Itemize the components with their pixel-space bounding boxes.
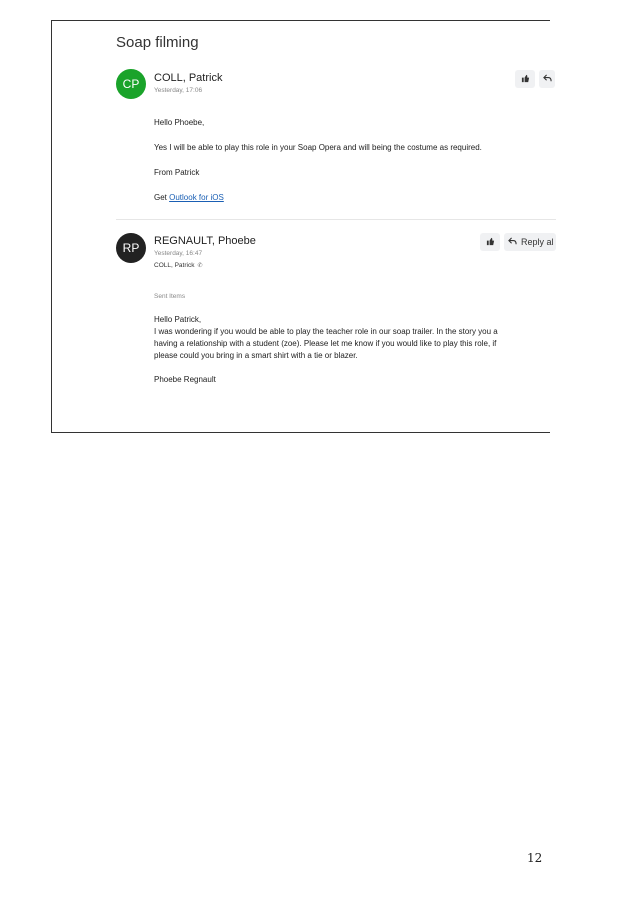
message-body-line: I was wondering if you would be able to play the teacher role in our soap trailer. In the story you a (154, 327, 498, 336)
sender-name[interactable]: COLL, Patrick (154, 72, 223, 84)
avatar[interactable]: CP (116, 69, 146, 99)
page-number: 12 (527, 851, 543, 865)
recipient-line[interactable] (154, 262, 203, 269)
email-subject: Soap filming (116, 34, 199, 51)
message-time: Yesterday, 16:47 (154, 250, 203, 257)
message-signoff: From Patrick (154, 168, 200, 177)
recipient-name: COLL, Patrick (154, 262, 195, 269)
message-divider (116, 219, 556, 220)
message-body-line: having a relationship with a student (zoe). Please let me know if you would like to play this role, if (154, 339, 497, 348)
reply-all-button[interactable] (504, 233, 556, 251)
sender-name[interactable]: REGNAULT, Phoebe (154, 235, 256, 247)
message-greeting: Hello Patrick, (154, 315, 202, 324)
message-greeting: Hello Phoebe, (154, 118, 205, 127)
message-time: Yesterday, 17:06 (154, 87, 203, 94)
person-icon: ✆ (197, 263, 203, 269)
avatar[interactable]: RP (116, 233, 146, 263)
reply-icon (508, 237, 517, 248)
reply-all-label: Reply al (521, 237, 554, 247)
outlook-promo (154, 193, 224, 202)
message-body: Yes I will be able to play this role in your Soap Opera and will being the costume as required. (154, 143, 482, 152)
like-button[interactable] (515, 70, 535, 88)
thumbs-up-icon (486, 237, 495, 248)
message-body-line: please could you bring in a smart shirt with a tie or blazer. (154, 351, 358, 360)
reply-icon (543, 74, 552, 85)
like-button[interactable] (480, 233, 500, 251)
outlook-for-ios-link[interactable]: Outlook for iOS (169, 193, 224, 202)
email-screenshot-frame (51, 20, 554, 433)
folder-label: Sent Items (154, 293, 186, 300)
message-signoff: Phoebe Regnault (154, 375, 216, 384)
outlook-promo-prefix: Get (154, 193, 170, 202)
thumbs-up-icon (521, 74, 530, 85)
reply-button[interactable] (539, 70, 555, 88)
